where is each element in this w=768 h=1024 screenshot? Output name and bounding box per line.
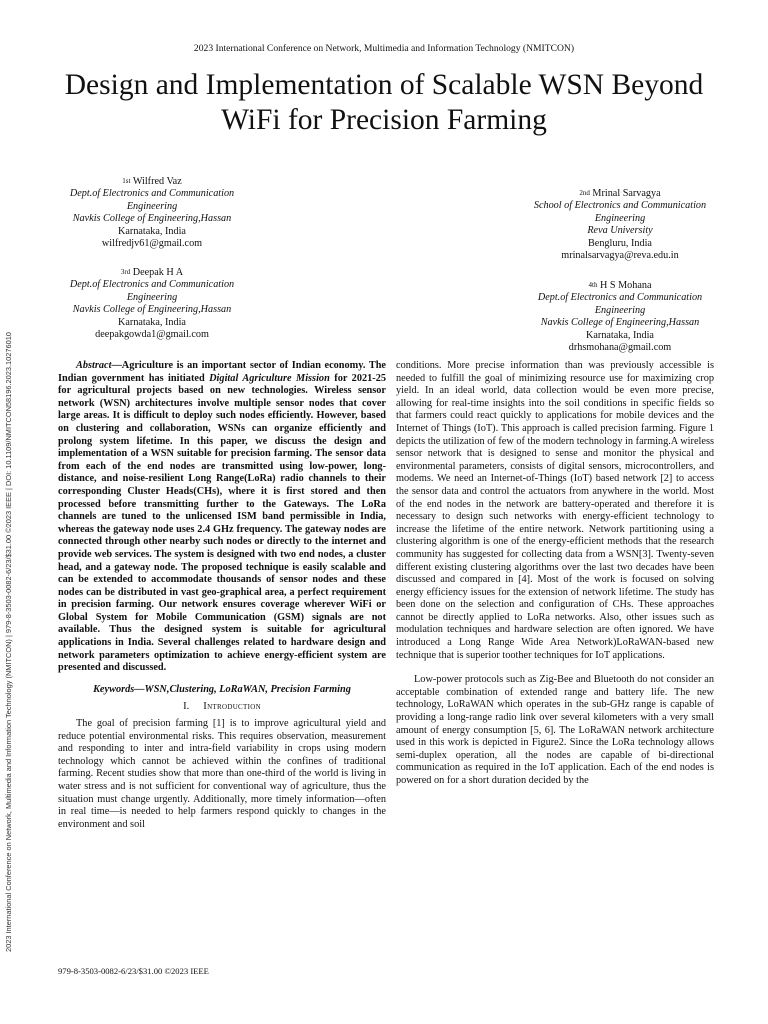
author-name: Wilfred Vaz — [132, 176, 182, 187]
author-location: Bengluru, India — [588, 237, 652, 249]
section-title: Introduction — [203, 701, 261, 713]
author-email: mrinalsarvagya@reva.edu.in — [561, 250, 679, 262]
author-email: wilfredjv61@gmail.com — [101, 238, 203, 250]
right-column — [396, 360, 714, 788]
author-dept: School of Electronics and Communication Engineering — [533, 200, 707, 224]
author-name: Deepak H A — [132, 267, 184, 278]
author-ordinal: 4th — [588, 281, 598, 289]
paper-title: Design and Implementation of Scalable WSN Beyond WiFi for Precision Farming — [64, 69, 704, 136]
author-name: H S Mohana — [600, 280, 652, 291]
author-org: Navkis College of Engineering,Hassan — [72, 213, 232, 225]
left-column — [58, 360, 386, 831]
author-dept: Dept.of Electronics and Communication Engineering — [537, 292, 703, 316]
author-block-3 — [47, 267, 257, 341]
author-email: drhsmohana@gmail.com — [568, 342, 672, 354]
keywords: Keywords—WSN,Clustering, LoRaWAN, Precision Farming — [93, 683, 351, 695]
author-ordinal: 1st — [122, 177, 131, 185]
conference-header: 2023 International Conference on Network, Multimedia and Information Technology (NMITCON) — [193, 43, 575, 54]
doi-side-text: 2023 International Conference on Network, Multimedia and Information Technology (NMITCON) | 979-8-3503-0082-6/23/$31.00 ©2023 IEEE | DOI: 10.1109/NMITCON58196.2023.10276010 — [4, 332, 13, 952]
author-location: Karnataka, India — [118, 225, 186, 237]
author-ordinal: 2nd — [579, 189, 590, 197]
abstract-text-1: Agriculture is an important sector of Indian economy. The Indian government has initiated — [58, 360, 386, 384]
author-name: Mrinal Sarvagya — [592, 188, 661, 199]
section-heading-introduction — [58, 701, 386, 714]
author-ordinal: 3rd — [120, 268, 131, 276]
author-location: Karnataka, India — [586, 329, 654, 341]
abstract-lead: Abstract — [76, 360, 112, 371]
author-dept: Dept.of Electronics and Communication Engineering — [69, 188, 235, 212]
author-block-1 — [47, 176, 257, 250]
intro-paragraph-2: Low-power protocols such as Zig-Bee and Bluetooth do not consider an acceptable combination of extended range and battery life. The new technology, LoRaWAN which operates in the sub-GHz range is capable of providing a long-range radio link over several kilometers with a very small amount of energy consumption [5, 6]. The LoRaWAN network architecture used in this work is depicted in Figure2. Since the LoRa technology allows semi-duplex operation, all the nodes are capable of bi-directional communication as required in the IoT application. Each of the end nodes is powered on for a short duration decided by the — [396, 674, 714, 786]
intro-paragraph-1: The goal of precision farming [1] is to improve agricultural yield and reduce potential environmental risks. This requires observation, measurement and responding to inter and intra-field variability in crops using modern technology which cannot be achieved within the confines of traditional farming. Recent studies show that more than one-third of the world is living in water stress and is not sufficient for conventional way of agriculture, thus the situation must change urgently. Additionally, more timely information—often in real time—is needed to help farmers respond quickly to changes in the environment and soil — [58, 718, 386, 830]
author-org: Reva University — [587, 225, 653, 237]
author-org: Navkis College of Engineering,Hassan — [540, 317, 700, 329]
intro-paragraph-1-cont: conditions. More precise information than was previously accessible is needed to fulfill the goal of minimizing resource use for maximizing crop yield. In an ideal world, data collection would be even more precise, allowing for real-time insights into the soil conditions in specific fields so that farmers could react quickly to applications for mobile devices and the Internet of Things (IoT). This approach is called precision farming. Figure 1 depicts the utilization of few of the modern technology in farming.A wireless sensor network that is designed to sense and monitor the physical and environmental parameters, consists of digital sensors, microcontrollers, and modems. We need an Internet-of-Things (IoT) based network [2] to access the sensor data and control the actuators from anywhere in the world. Most of the end nodes in the network are battery-operated and therefore it is necessary to design such networks with energy-efficient technology to increase the lifetime of the entire network. Network partitioning using a clustering algorithm is one of the energy-efficient methods that the research community has suggested for collecting data from a WSN[3]. Twenty-seven different existing clustering algorithms over the last two decades have been discussed and compared in [4]. Most of the work is focused on solving energy efficiency issues for the extension of network lifetime. The study has been done on the selection and configuration of CHs. These approaches cannot be directly applied to LoRa networks. Also, other issues such as modulation techniques and hardware selection are often ignored. We have introduced a Long Range Wide Area Network)LoRaWAN-based new technique that is superior toother techniques for IoT applications. — [396, 360, 714, 661]
section-number: I. — [183, 701, 190, 713]
copyright-footer: 979-8-3503-0082-6/23/$31.00 ©2023 IEEE — [58, 966, 209, 976]
abstract-text-2: for 2021-25 for agricultural projects based on new technologies. Wireless sensor network (WSN) architectures involve multiple sensor nodes that cover large areas. It is difficult to deploy such nodes efficiently. However, based on clustering and collaboration, WSNs can organize efficiently and prolong system lifetime. In this paper, we discuss the design and implementation of a WSN suitable for precision farming. The sensor data from each of the end nodes are transmitted using low-power, long-distance, and noise-resilient Long Range(LoRa) radio channels to their corresponding Cluster Heads(CHs), where it is first stored and then processed before transmitting further to the Gateways. The LoRa channels are tuned to the unlicensed ISM band permissible in India, whereas the gateway node uses 2.4 GHz frequency. The gateway nodes are connected through other nearby such nodes or directly to the internet and provide web services. The system is designed with two end nodes, a cluster head, and a gateway node. The proposed technique is easily scalable and can be extended to accommodate thousands of sensor nodes and these nodes can be distributed in vast geo-graphical area, a perfect requirement in precision farming. Our network ensures coverage wherever WiFi or Global System for Mobile Communication (GSM) signals are not available. Thus the designed system is suitable for agricultural applications in India. Several challenges related to hardware design and network parameters optimization to achieve energy-efficient system are presented and discussed. — [58, 372, 386, 674]
author-email: deepakgowda1@gmail.com — [95, 329, 209, 341]
author-org: Navkis College of Engineering,Hassan — [72, 304, 232, 316]
author-block-4 — [512, 280, 728, 354]
abstract-mission-italic: Digital Agriculture Mission — [209, 372, 330, 384]
doi-side-strip — [3, 212, 15, 952]
abstract — [58, 360, 386, 675]
author-block-2 — [520, 188, 720, 262]
author-location: Karnataka, India — [118, 316, 186, 328]
abstract-dash: — — [111, 360, 122, 371]
author-dept: Dept.of Electronics and Communication Engineering — [69, 279, 235, 303]
